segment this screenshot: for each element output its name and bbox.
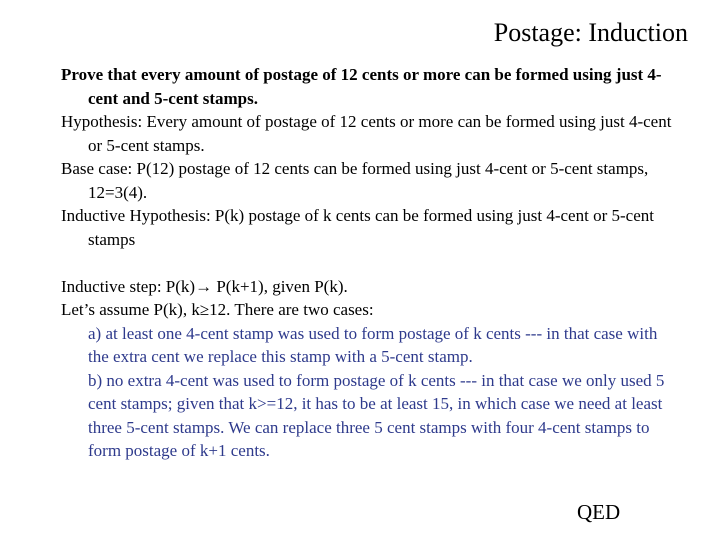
inductive-hypothesis-text: Inductive Hypothesis: P(k) postage of k cents can be formed using just 4-cent or 5-cent stamps [61, 206, 654, 249]
assume-text: Let’s assume P(k), k≥12. There are two cases: [61, 300, 374, 319]
qed-label: QED [577, 500, 621, 524]
problem-statement: Prove that every amount of postage of 12 cents or more can be formed using just 4-cent and 5-cent stamps. [61, 65, 662, 108]
base-case-text: Base case: P(12) postage of 12 cents can be formed using just 4-cent or 5-cent stamps, 12=3(4). [61, 159, 649, 202]
inductive-step-text: Inductive step: P(k)→ P(k+1), given P(k). [61, 276, 348, 296]
slide-title: Postage: Induction [493, 18, 688, 47]
case-b-text: b) no extra 4-cent was used to form postage of k cents --- in that case we only used 5 cent stamps; given that k>=12, it has to be at least 15, in which case we need at least three 5-cent stamps. We can replace three 5 cent stamps with four 4-cent stamps to form postage of k+1 cents. [88, 370, 665, 460]
hypothesis-text: Hypothesis: Every amount of postage of 12 cents or more can be formed using just 4-cent or 5-cent stamps. [61, 112, 672, 155]
slide-body [61, 63, 681, 463]
case-a-text: a) at least one 4-cent stamp was used to form postage of k cents --- in that case with the extra cent we replace this stamp with a 5-cent stamp. [88, 323, 658, 366]
spacer [61, 251, 681, 275]
